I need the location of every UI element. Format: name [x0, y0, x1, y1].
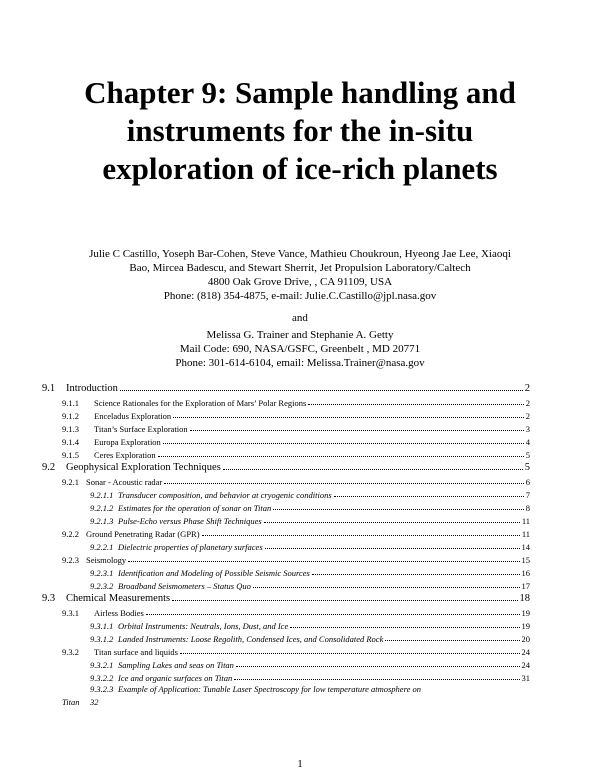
toc-entry[interactable]: 9.3.1.1 Orbital Instruments: Neutrals, Ions, Dust, and Ice 19	[90, 621, 530, 631]
toc-entry[interactable]: 9.3.2.2 Ice and organic surfaces on Titan 31	[90, 673, 530, 683]
author-line-2: Bao, Mircea Badescu, and Stewart Sherrit, Jet Propulsion Laboratory/Caltech	[129, 262, 471, 274]
toc-entry[interactable]: 9.1.3 Titan’s Surface Exploration 3	[62, 424, 530, 434]
page-number: 1	[297, 758, 303, 770]
second-author-mail: Mail Code: 690, NASA/GSFC, Greenbelt , MD 20771	[179, 343, 421, 355]
toc-entry[interactable]: 9.2.2.1 Dielectric properties of planetary surfaces 14	[90, 542, 530, 552]
toc-entry[interactable]: 9.2.2 Ground Penetrating Radar (GPR) 11	[62, 529, 530, 539]
toc-entry[interactable]: 9.2.1 Sonar - Acoustic radar 6	[62, 477, 530, 487]
author-address: 4800 Oak Grove Drive, , CA 91109, USA	[207, 276, 393, 288]
toc-entry-wrapped[interactable]: 9.3.2.3 Example of Application: Tunable Laser Spectroscopy for low temperature atmosphere on Titan 32	[62, 684, 421, 707]
second-author-names: Melissa G. Trainer and Stephanie A. Getty	[206, 329, 394, 341]
toc-entry[interactable]: 9.3.1.2 Landed Instruments: Loose Regolith, Condensed Ices, and Consolidated Rock 20	[90, 634, 530, 644]
toc-entry[interactable]: 9.2.3.2 Broadband Seismometers – Status Quo 17	[90, 581, 530, 591]
toc-entry[interactable]: 9.2.3.1 Identification and Modeling of Possible Seismic Sources 16	[90, 568, 530, 578]
second-author-block	[40, 328, 560, 370]
toc-entry[interactable]: 9.1.4 Europa Exploration 4	[62, 437, 530, 447]
toc-entry[interactable]: 9.2.1.1 Transducer composition, and behavior at cryogenic conditions 7	[90, 490, 530, 500]
toc-entry[interactable]: 9.3.2.1 Sampling Lakes and seas on Titan 24	[90, 660, 530, 670]
toc-entry[interactable]: 9.3.2 Titan surface and liquids 24	[62, 647, 530, 657]
toc-entry[interactable]: 9.2.1.3 Pulse-Echo versus Phase Shift Techniques 11	[90, 516, 530, 526]
and-separator: and	[292, 312, 308, 324]
toc-entry[interactable]: 9.2 Geophysical Exploration Techniques 5	[42, 462, 530, 473]
toc-entry[interactable]: 9.3 Chemical Measurements 18	[42, 593, 530, 604]
toc-entry[interactable]: 9.2.1.2 Estimates for the operation of sonar on Titan 8	[90, 503, 530, 513]
toc-entry[interactable]: 9.3.1 Airless Bodies 19	[62, 608, 530, 618]
second-author-contact: Phone: 301-614-6104, email: Melissa.Trainer@nasa.gov	[175, 357, 425, 369]
toc-entry[interactable]: 9.1 Introduction 2	[42, 383, 530, 394]
toc-entry[interactable]: 9.1.1 Science Rationales for the Exploration of Mars’ Polar Regions 2	[62, 398, 530, 408]
chapter-title: Chapter 9: Sample handling and instruments for the in-situ exploration of ice-rich planets	[84, 75, 516, 186]
toc-entry[interactable]: 9.1.2 Enceladus Exploration 2	[62, 411, 530, 421]
toc-entry[interactable]: 9.1.5 Ceres Exploration 5	[62, 450, 530, 460]
author-block	[40, 247, 560, 303]
author-line-1: Julie C Castillo, Yoseph Bar-Cohen, Steve Vance, Mathieu Choukroun, Hyeong Jae Lee, Xiaoqi	[89, 248, 511, 260]
author-contact: Phone: (818) 354-4875, e-mail: Julie.C.Castillo@jpl.nasa.gov	[163, 290, 437, 302]
toc-entry[interactable]: 9.2.3 Seismology 15	[62, 555, 530, 565]
